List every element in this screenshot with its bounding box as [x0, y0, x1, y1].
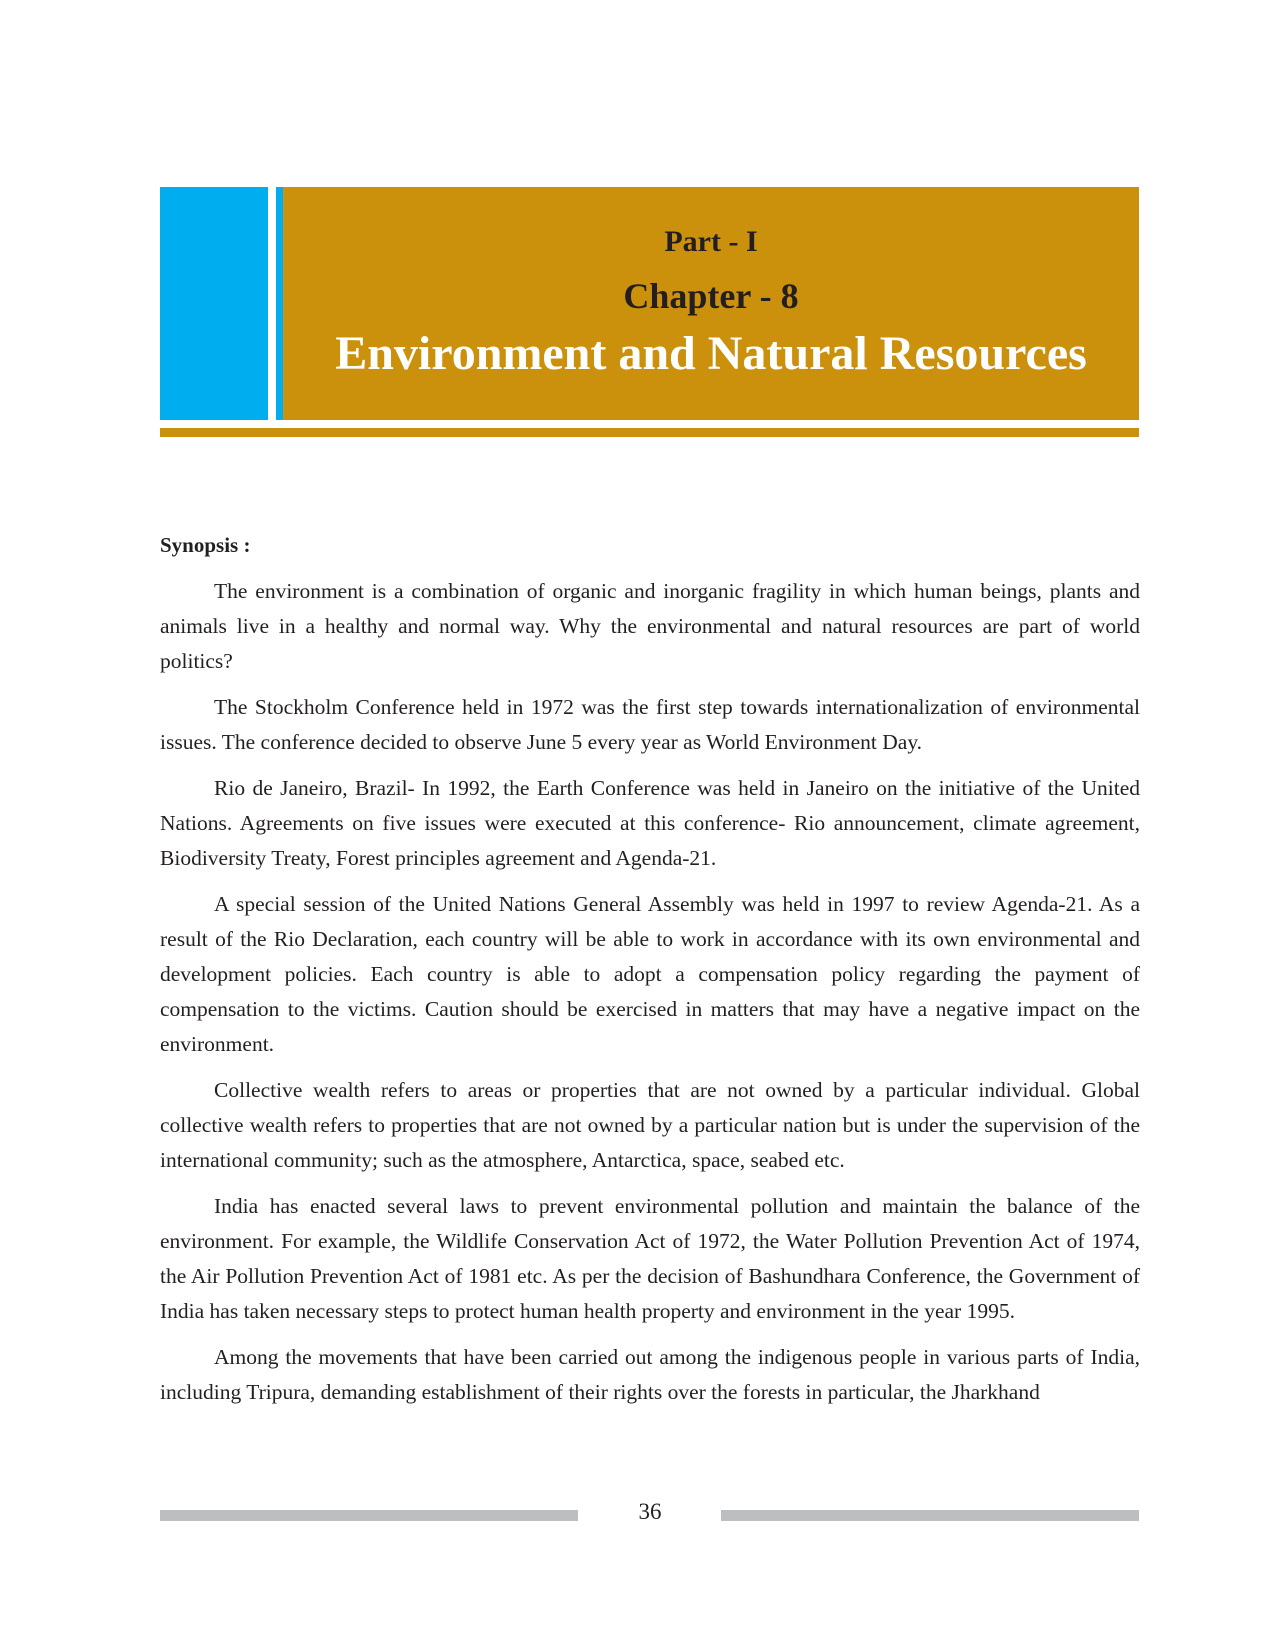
page-number: 36 — [638, 1499, 662, 1524]
synopsis-paragraph: A special session of the United Nations General Assembly was held in 1997 to review Agenda-21. As a result of the Rio Declaration, each country will be able to work in accordance with its own environmental and development policies. Each country is able to adopt a compensation policy regarding the payment of compensation to the victims. Caution should be exercised in matters that may have a negative impact on the environment. — [160, 892, 1140, 1056]
synopsis-heading: Synopsis : — [160, 533, 251, 557]
synopsis-paragraph: Collective wealth refers to areas or properties that are not owned by a particular individual. Global collective wealth refers to properties that are not owned by a particular nation but is under the supervision of the international community; such as the atmosphere, Antarctica, space, seabed etc. — [160, 1078, 1140, 1172]
synopsis-paragraph: The Stockholm Conference held in 1972 was the first step towards internationalization of environmental issues. The conference decided to observe June 5 every year as World Environment Day. — [160, 695, 1140, 754]
synopsis-paragraph: Rio de Janeiro, Brazil- In 1992, the Earth Conference was held in Janeiro on the initiative of the United Nations. Agreements on five issues were executed at this conference- Rio announcement, climate agreement, Biodiversity Treaty, Forest principles agreement and Agenda-21. — [160, 776, 1140, 870]
chapter-header-banner — [283, 187, 1139, 420]
chapter-title: Environment and Natural Resources — [335, 327, 1087, 380]
footer-bar-left — [160, 1510, 578, 1521]
synopsis-section — [160, 528, 1140, 1421]
synopsis-paragraph: Among the movements that have been carried out among the indigenous people in various parts of India, including Tripura, demanding establishment of their rights over the forests in particular, the Jharkhand — [160, 1345, 1140, 1404]
header-blue-strip — [276, 187, 283, 420]
footer-bar-right — [721, 1510, 1139, 1521]
header-blue-block — [160, 187, 268, 420]
header-divider — [160, 428, 1139, 437]
synopsis-paragraph: The environment is a combination of organic and inorganic fragility in which human beings, plants and animals live in a healthy and normal way. Why the environmental and natural resources are part of world politics? — [160, 579, 1140, 673]
synopsis-paragraph: India has enacted several laws to prevent environmental pollution and maintain the balance of the environment. For example, the Wildlife Conservation Act of 1972, the Water Pollution Prevention Act of 1974, the Air Pollution Prevention Act of 1981 etc. As per the decision of Bashundhara Conference, the Government of India has taken necessary steps to protect human health property and environment in the year 1995. — [160, 1194, 1140, 1323]
part-label: Part - I — [664, 225, 758, 258]
chapter-label: Chapter - 8 — [623, 276, 799, 316]
